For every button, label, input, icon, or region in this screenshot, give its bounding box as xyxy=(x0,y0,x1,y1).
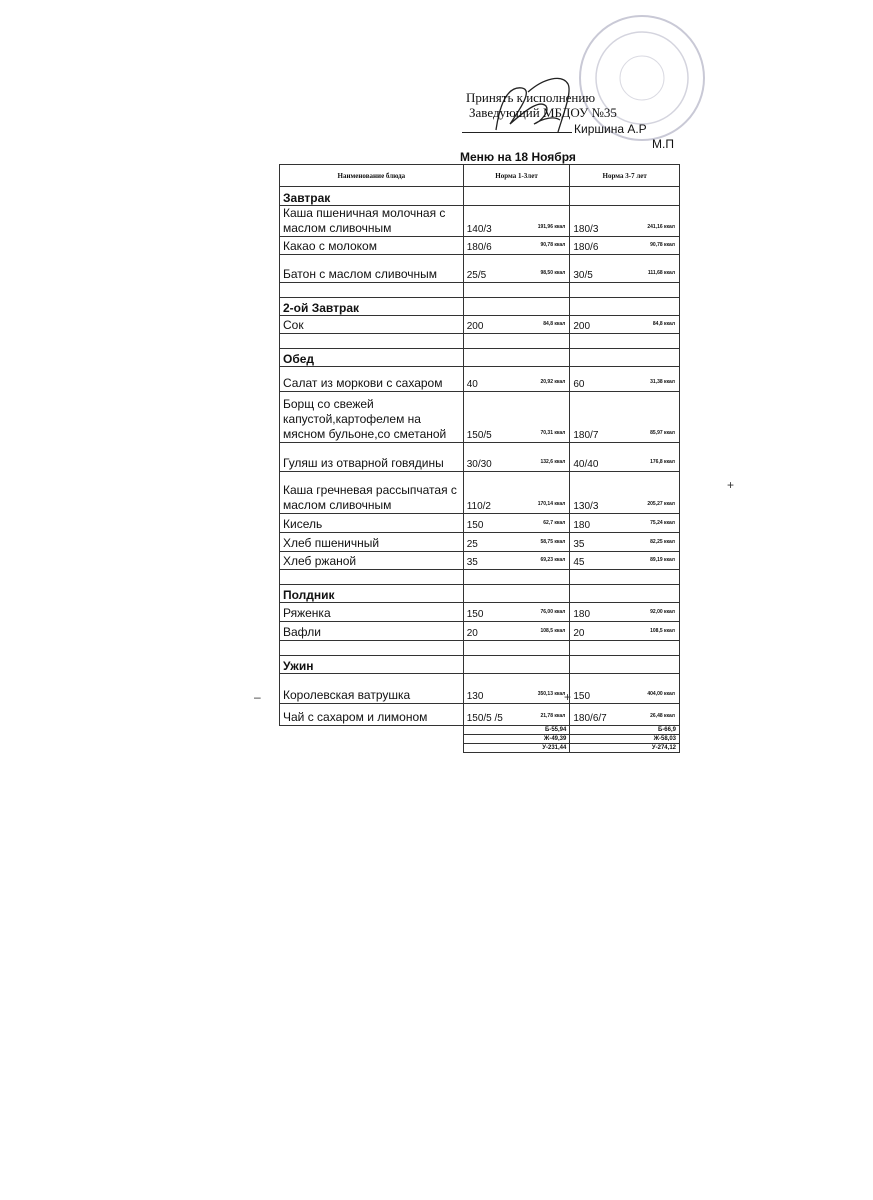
header-norm-3-7: Норма 3-7 лет xyxy=(570,165,680,187)
kcal-3-7: 82,25 ккал xyxy=(650,539,675,545)
dish-name: Кисель xyxy=(280,514,464,533)
portion-3-7: 45 xyxy=(573,557,585,568)
dish-name: Салат из моркови с сахаром xyxy=(280,367,464,392)
approval-line-accept: Принять к исполнению xyxy=(466,90,596,105)
kcal-3-7: 111,68 ккал xyxy=(647,270,675,276)
header-norm-1-3: Норма 1-3лет xyxy=(463,165,570,187)
kcal-1-3: 191,96 ккал xyxy=(537,224,566,230)
kcal-3-7: 108,5 ккал xyxy=(650,628,675,634)
portion-1-3: 150/5 /5 xyxy=(466,713,503,724)
signature-underline xyxy=(462,120,572,133)
section-row xyxy=(280,656,680,674)
portion-1-3: 25/5 xyxy=(466,270,487,281)
dish-name: Ряженка xyxy=(280,603,464,622)
portion-3-7: 180/3 xyxy=(573,224,599,235)
kcal-3-7: 89,19 ккал xyxy=(650,557,675,563)
dish-name: Хлеб ржаной xyxy=(280,552,464,570)
portion-3-7: 35 xyxy=(573,539,585,550)
total-protein-3-7: Б-66,9 xyxy=(570,726,680,735)
kcal-3-7: 176,8 ккал xyxy=(650,459,675,465)
table-row xyxy=(280,472,680,514)
portion-1-3: 200 xyxy=(466,321,484,332)
totals-row-carbs xyxy=(280,744,680,753)
table-row xyxy=(280,704,680,726)
dish-name: Сок xyxy=(280,316,464,334)
stamp-place-label: М.П xyxy=(652,137,674,151)
kcal-3-7: 26,48 ккал xyxy=(650,713,675,719)
kcal-3-7: 31,38 ккал xyxy=(650,379,675,385)
dish-name: Гуляш из отварной говядины xyxy=(280,443,464,472)
portion-1-3: 150 xyxy=(466,609,484,620)
kcal-3-7: 92,00 ккал xyxy=(650,609,675,615)
table-row xyxy=(280,674,680,704)
portion-1-3: 110/2 xyxy=(466,501,491,512)
total-fat-3-7: Ж-58,03 xyxy=(570,735,680,744)
section-dinner: Ужин xyxy=(280,656,464,674)
kcal-1-3: 108,5 ккал xyxy=(540,628,566,634)
section-row xyxy=(280,187,680,206)
approval-block xyxy=(462,90,722,137)
table-row xyxy=(280,316,680,334)
portion-3-7: 150 xyxy=(573,691,591,702)
kcal-1-3: 21,78 ккал xyxy=(540,713,566,719)
dish-name: Батон с маслом сливочным xyxy=(280,255,464,283)
kcal-1-3: 70,31 ккал xyxy=(540,430,566,436)
scan-mark-dash: – xyxy=(254,690,261,704)
portion-1-3: 35 xyxy=(466,557,478,568)
portion-1-3: 150/5 xyxy=(466,430,492,441)
portion-1-3: 180/6 xyxy=(466,242,492,253)
portion-3-7: 30/5 xyxy=(573,270,593,281)
portion-1-3: 150 xyxy=(466,520,484,531)
kcal-3-7: 75,24 ккал xyxy=(650,520,675,526)
section-lunch: Обед xyxy=(280,349,464,367)
kcal-1-3: 20,92 ккал xyxy=(540,379,566,385)
kcal-3-7: 85,97 ккал xyxy=(650,430,675,436)
portion-3-7: 200 xyxy=(573,321,591,332)
dish-name: Борщ со свежей капустой,картофелем на мясном бульоне,со сметаной xyxy=(280,392,464,443)
section-second-breakfast: 2-ой Завтрак xyxy=(280,298,464,316)
total-carbs-1-3: У-231,44 xyxy=(463,744,570,753)
portion-3-7: 130/3 xyxy=(573,501,599,512)
menu-table xyxy=(279,164,680,753)
dish-name: Каша пшеничная молочная с маслом сливочным xyxy=(280,206,464,237)
portion-1-3: 130 xyxy=(466,691,484,702)
kcal-3-7: 84,8 ккал xyxy=(652,321,675,327)
header-row xyxy=(280,165,680,187)
section-snack: Полдник xyxy=(280,585,464,603)
scan-mark-cross: + xyxy=(564,690,572,704)
total-protein-1-3: Б-55,94 xyxy=(463,726,570,735)
portion-3-7: 40/40 xyxy=(573,459,599,470)
table-row xyxy=(280,443,680,472)
totals-row-protein xyxy=(280,726,680,735)
approval-line-head: Заведующий МБДОУ №35 xyxy=(469,105,617,120)
portion-1-3: 40 xyxy=(466,379,478,390)
portion-1-3: 25 xyxy=(466,539,478,550)
kcal-3-7: 90,78 ккал xyxy=(650,242,675,248)
portion-1-3: 20 xyxy=(466,628,478,639)
scan-mark-cross: + xyxy=(727,478,735,492)
kcal-1-3: 76,00 ккал xyxy=(540,609,566,615)
section-row xyxy=(280,585,680,603)
total-fat-1-3: Ж-49,39 xyxy=(463,735,570,744)
menu-title: Меню на 18 Ноября xyxy=(460,150,576,164)
table-row xyxy=(280,392,680,443)
blank-row xyxy=(280,570,680,585)
table-row xyxy=(280,533,680,552)
portion-3-7: 20 xyxy=(573,628,585,639)
kcal-1-3: 84,8 ккал xyxy=(543,321,566,327)
portion-3-7: 180/6/7 xyxy=(573,713,607,724)
kcal-1-3: 170,14 ккал xyxy=(537,501,566,507)
section-breakfast: Завтрак xyxy=(280,187,464,206)
section-row xyxy=(280,349,680,367)
dish-name: Каша гречневая рассыпчатая с маслом сливочным xyxy=(280,472,464,514)
portion-1-3: 30/30 xyxy=(466,459,492,470)
blank-row xyxy=(280,283,680,298)
kcal-1-3: 62,7 ккал xyxy=(543,520,566,526)
table-row xyxy=(280,622,680,641)
dish-name: Какао с молоком xyxy=(280,237,464,255)
kcal-1-3: 69,23 ккал xyxy=(540,557,566,563)
portion-3-7: 180/6 xyxy=(573,242,599,253)
table-row xyxy=(280,514,680,533)
kcal-1-3: 132,6 ккал xyxy=(540,459,566,465)
approval-signature-line xyxy=(462,120,722,137)
total-carbs-3-7: У-274,12 xyxy=(570,744,680,753)
table-row xyxy=(280,367,680,392)
kcal-1-3: 98,50 ккал xyxy=(540,270,566,276)
header-dish: Наименование блюда xyxy=(280,165,464,187)
portion-3-7: 180 xyxy=(573,609,591,620)
table-row xyxy=(280,552,680,570)
portion-3-7: 60 xyxy=(573,379,585,390)
blank-row xyxy=(280,641,680,656)
table-row xyxy=(280,603,680,622)
dish-name: Королевская ватрушка xyxy=(280,674,464,704)
section-row xyxy=(280,298,680,316)
kcal-1-3: 58,75 ккал xyxy=(540,539,566,545)
kcal-3-7: 205,27 ккал xyxy=(647,501,675,507)
kcal-1-3: 350,13 ккал xyxy=(537,691,566,697)
dish-name: Хлеб пшеничный xyxy=(280,533,464,552)
table-row xyxy=(280,255,680,283)
kcal-3-7: 404,00 ккал xyxy=(647,691,675,697)
kcal-1-3: 90,78 ккал xyxy=(540,242,566,248)
approver-name: Киршина А.Р xyxy=(574,122,647,136)
portion-3-7: 180/7 xyxy=(573,430,599,441)
portion-3-7: 180 xyxy=(573,520,591,531)
dish-name: Вафли xyxy=(280,622,464,641)
blank-row xyxy=(280,334,680,349)
portion-1-3: 140/3 xyxy=(466,224,492,235)
totals-row-fat xyxy=(280,735,680,744)
dish-name: Чай с сахаром и лимоном xyxy=(280,704,464,726)
table-row xyxy=(280,237,680,255)
kcal-3-7: 241,16 ккал xyxy=(647,224,675,230)
table-row xyxy=(280,206,680,237)
